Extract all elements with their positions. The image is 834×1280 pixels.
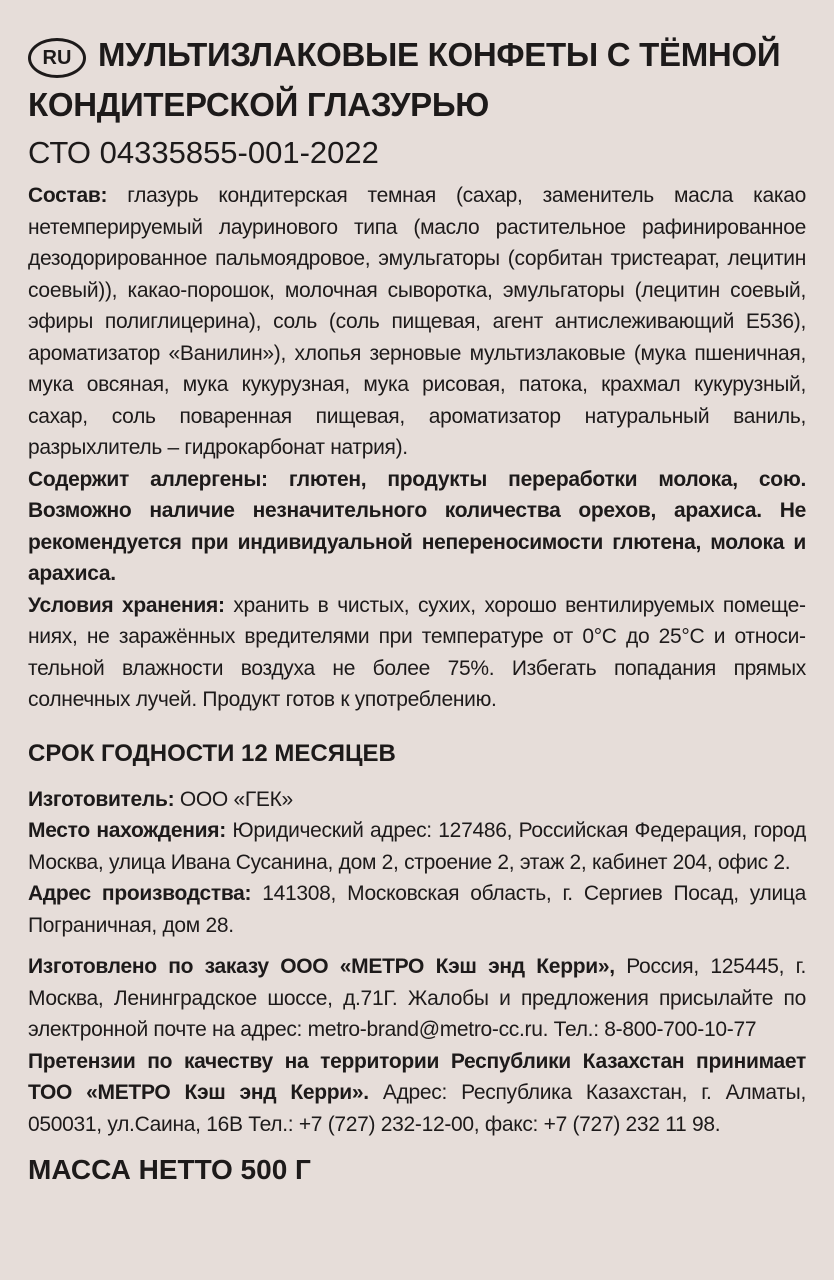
kazakhstan-paragraph bbox=[28, 1046, 806, 1141]
title-row bbox=[28, 30, 806, 130]
allergens-paragraph: Содержит аллергены: глютен, продукты переработки молока, сою. Возможно наличие незначительного количества орехов, арахиса. Не рекомендуется при индивидуальной непереносимости глютена, молока и арахиса. bbox=[28, 467, 806, 585]
location-label: Место нахождения: bbox=[28, 819, 226, 842]
product-title: МУЛЬТИЗЛАКОВЫЕ КОНФЕТЫ С ТЁМНОЙ КОНДИТЕРСКОЙ ГЛАЗУРЬЮ bbox=[28, 36, 781, 123]
storage-label: Условия хранения: bbox=[28, 593, 225, 617]
production-address-label: Адрес производства: bbox=[28, 882, 252, 905]
storage-paragraph bbox=[28, 590, 806, 716]
production-address-value: 141308, Московская область, г. Сергиев Посад, улица Пограничная, дом 28. bbox=[28, 882, 807, 937]
standard-code: СТО 04335855-001-2022 bbox=[28, 135, 379, 170]
ordered-by-value: Россия, 125445, г. Москва, Ленинградское шоссе, д.71Г. Жалобы и предложения присылайте по электронной почте на адрес: metro-brand@metro-cc.ru. Тел.: 8-800-700-10-77 bbox=[28, 955, 807, 1041]
ordered-by-paragraph bbox=[28, 951, 806, 1046]
composition-label: Состав: bbox=[28, 184, 108, 207]
composition-text: глазурь кондитерская темная (сахар, заменитель масла какао нетемперируемый лауринового типа (масло растительное рафинированное дезодорированное пальмоядровое, эмульгаторы (сорбитан тристеарат, лецитин соевый)), какао-порошок, молочная сыворотка, эмульгаторы (лецитин соевый, эфиры полиглицерина), соль (соль пищевая, агент антислеживающий Е536), ароматизатор «Ванилин»), хлопья зерновые мультизлаковые (мука пшеничная, мука овсяная, мука кукурузная, мука рисовая, патока, крахмал кукурузный, сахар, соль поваренная пищевая, ароматизатор натуральный ваниль, разрыхлитель – гидрокарбонат натрия). bbox=[28, 184, 806, 459]
kazakhstan-label: Претензии по качеству на территории Республики Казахстан принимает ТОО «МЕТРО Кэш энд Керри». bbox=[28, 1049, 806, 1104]
manufacturer-label: Изготовитель: bbox=[28, 787, 175, 811]
net-weight: МАССА НЕТТО 500 Г bbox=[28, 1154, 311, 1185]
storage-text: хранить в чистых, сухих, хорошо вентилируемых помещениях, не заражённых вредителями при температуре от 0°C до 25°C и относительной влажности воздуха не более 75%. Избегать попадания прямых солнечных лучей. Продукт готов к употреблению. bbox=[28, 593, 807, 711]
production-address-paragraph bbox=[28, 878, 806, 941]
manufacturer-value: ООО «ГЕК» bbox=[174, 787, 293, 811]
location-value: Юридический адрес: 127486, Российская Федерация, город Москва, улица Ивана Сусанина, дом 2, строение 2, этаж 2, кабинет 204, офис 2. bbox=[28, 819, 806, 874]
shelf-life: СРОК ГОДНОСТИ 12 МЕСЯЦЕВ bbox=[28, 739, 396, 767]
location-paragraph bbox=[28, 815, 806, 878]
ordered-by-label: Изготовлено по заказу ООО «МЕТРО Кэш энд Керри», bbox=[28, 955, 615, 978]
manufacturer-paragraph bbox=[28, 784, 806, 816]
composition-paragraph bbox=[28, 180, 806, 464]
language-badge: RU bbox=[28, 38, 86, 78]
kazakhstan-value: Адрес: Республика Казахстан, г. Алматы, 050031, ул.Саина, 16В Тел.: +7 (727) 232-12-00, факс: +7 (727) 232 11 98. bbox=[28, 1081, 806, 1136]
